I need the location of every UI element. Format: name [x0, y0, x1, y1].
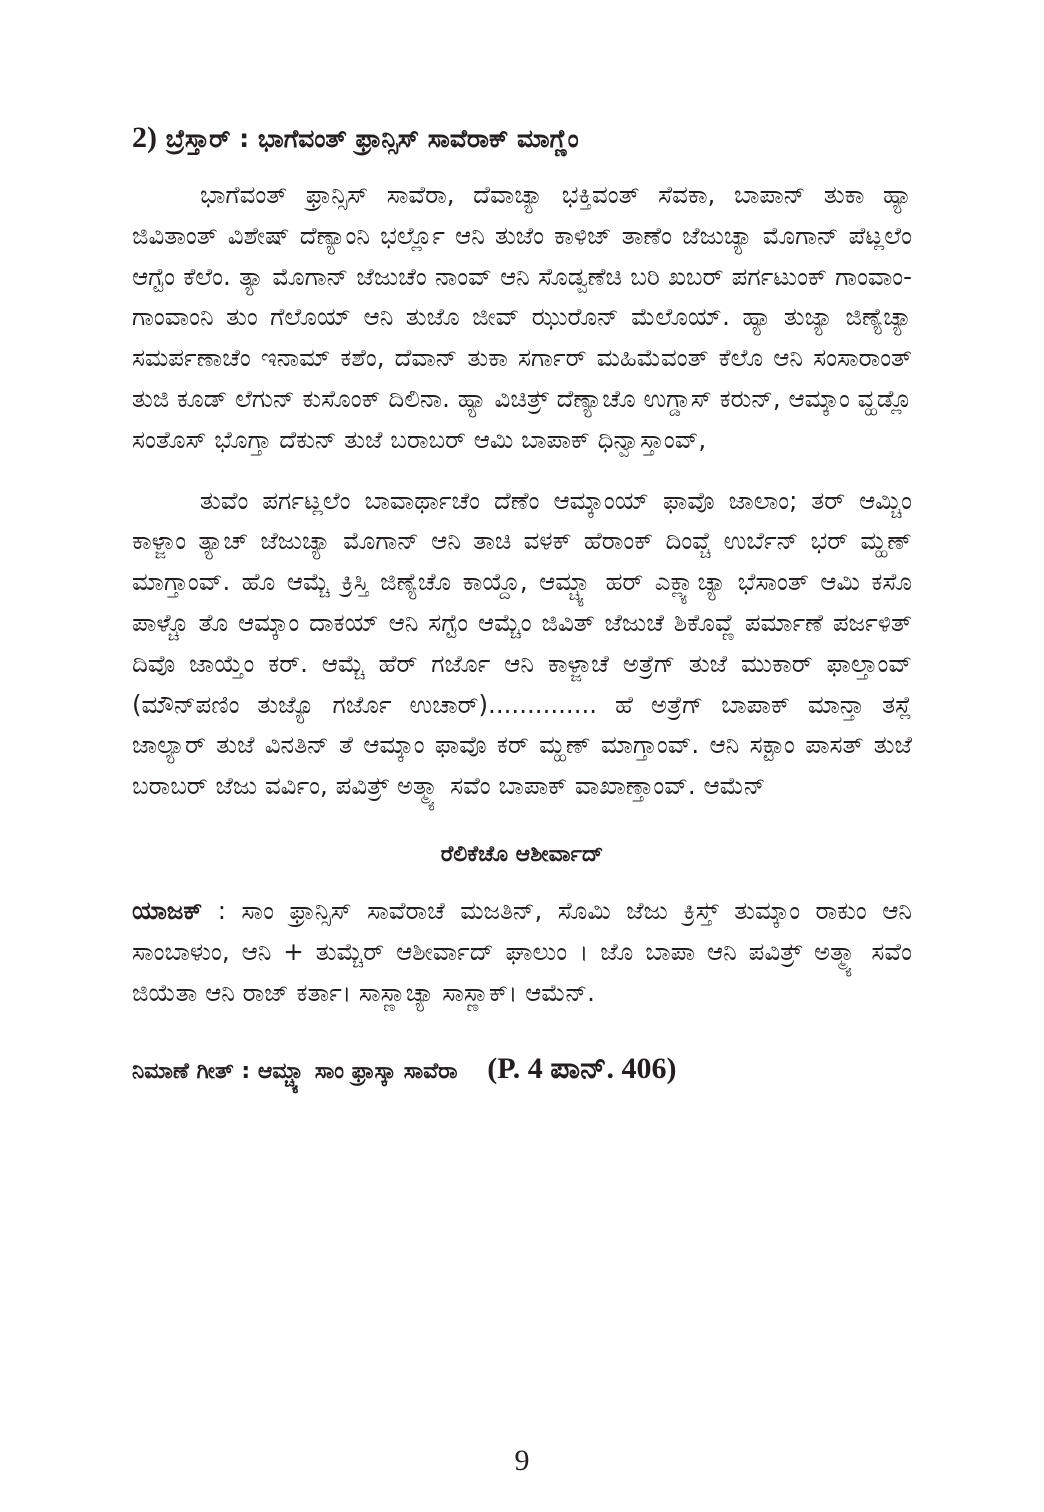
blessing-paragraph — [132, 891, 912, 1013]
section-title: ಬ್ರೆಸ್ತಾರ್ : ಭಾಗೆವಂತ್ ಫ್ರಾನ್ಸಿಸ್ ಸಾವೆರಾಕ್ ಮಾಗ್ಣೆಂ — [165, 124, 579, 153]
section-heading — [132, 118, 912, 159]
blessing-separator: : — [202, 895, 242, 925]
section-number: 2) — [132, 121, 157, 154]
blessing-heading: ರೆಲಿಕೆಚೊ ಆಶೀರ್ವಾದ್ — [440, 841, 604, 867]
prayer-paragraph-2: ತುವೆಂ ಪರ್ಗಟ್ಲಲೆಂ ಬಾವಾರ್ಥಾಚೆಂ ದೆಣೆಂ ಆಮ್ಕಾಂಯ್ ಫಾವೊ ಜಾಲಾಂ; ತರ್ ಆಮ್ಚಿಂ ಕಾಳ್ಜಾಂ ತ್ಯಾಚ್ ಜೆಜುಚ್ಯಾ ಮೊಗಾನ್ ಆನಿ ತಾಚಿ ವಳಕ್ ಹೆರಾಂಕ್ ದಿಂವ್ಚೆ ಉರ್ಬೆನ್ ಭರ್ ಮ್ಹಣ್ ಮಾಗ್ತಾಂವ್. ಹೊ ಆಮ್ಚೆ ಕ್ರಿಸ್ತಿ ಜಿಣ್ಯೆಚೊ ಕಾಯ್ದೊ, ಆಮ್ಚ್ಯಾ ಹರ್ ಎಕ್ಲ್ಯಾಚ್ಯಾ ಭೆಸಾಂತ್ ಆಮಿ ಕಸೊ ಪಾಳ್ಚೊ ತೊ ಆಮ್ಕಾಂ ದಾಕಯ್ ಆನಿ ಸಗ್ಟೆಂ ಆಮ್ಚೆಂ ಜಿವಿತ್ ಜೆಜುಚೆ ಶಿಕೊವ್ಣೆ ಪರ್ಮಾಣೆ ಪರ್ಜಳಿತ್ ದಿವೊ ಜಾಯ್ತೆಂ ಕರ್. ಆಮ್ಚೆ ಹೆರ್ ಗರ್ಜೊ ಆನಿ ಕಾಳ್ಜಾಚೆ ಅತ್ರೆಗ್ ತುಜೆ ಮುಕಾರ್ ಫಾಲ್ತಾಂವ್ (ಮೌನ್‌ಪಣಿಂ ತುಜ್ಯೊ ಗರ್ಜೊ ಉಚಾರ್).............. ಹೆ ಅತ್ರೆಗ್ ಬಾಪಾಕ್ ಮಾನ್ತಾ ತಸ್ಲೆ ಜಾಲ್ಯಾರ್ ತುಜೆ ವಿನತಿನ್ ತೆ ಆಮ್ಕಾಂ ಫಾವೊ ಕರ್ ಮ್ಹಣ್ ಮಾಗ್ತಾಂವ್. ಆನಿ ಸಕ್ಟಾಂ ಪಾಸತ್ ತುಜೆ ಬರಾಬರ್ ಜೆಜು ವರ್ವಿಂ, ಪವಿತ್ರ್ ಅತ್ಮ್ಯಾ ಸವೆಂ ಬಾಪಾಕ್ ವಾಖಾಣ್ತಾಂವ್. ಆಮೆನ್ — [132, 485, 912, 801]
page-content — [132, 118, 912, 1094]
blessing-text: ಸಾಂ ಫ್ರಾನ್ಸಿಸ್ ಸಾವೆರಾಚೆ ಮಜತಿನ್, ಸೊಮಿ ಜೆಜು ಕ್ರಿಸ್ತ್ ತುಮ್ಕಾಂ ರಾಕುಂ ಆನಿ ಸಾಂಬಾಳುಂ, ಆನಿ + ತುಮ್ಚೆರ್ ಆಶೀರ್ವಾದ್ ಘಾಲುಂ । ಜೊ ಬಾಪಾ ಆನಿ ಪವಿತ್ರ್ ಅತ್ಮ್ಯಾ ಸವೆಂ ಜಿಯೆತಾ ಆನಿ ರಾಜ್ ಕರ್ತಾ। ಸಾಸ್ಣಾಚ್ಯಾ ಸಾಸ್ಣಾಕ್। ಆಮೆನ್. — [132, 895, 912, 1007]
closing-hymn-reference: (P. 4 ಪಾನ್. 406) — [487, 1052, 677, 1086]
blessing-speaker: ಯಾಜಕ್ — [132, 895, 203, 925]
page-number: 9 — [514, 1444, 530, 1477]
prayer-paragraph-1: ಭಾಗೆವಂತ್ ಫ್ರಾನ್ಸಿಸ್ ಸಾವೆರಾ, ದೆವಾಚ್ಯಾ ಭಕ್ತಿವಂತ್ ಸೆವಕಾ, ಬಾಪಾನ್ ತುಕಾ ಹ್ಯಾ ಜಿವಿತಾಂತ್ ವಿಶೇಷ್ ದೆಣ್ಯಾಂನಿ ಭರ್ಲ್ಲೊ ಆನಿ ತುಜೆಂ ಕಾಳಿಜ್ ತಾಣೆಂ ಜೆಜುಚ್ಯಾ ಮೊಗಾನ್ ಪೆಟ್ಲಲೆಂ ಆಗ್ಟೆಂ ಕೆಲೆಂ. ತ್ಯಾ ಮೊಗಾನ್ ಜೆಜುಚೆಂ ನಾಂವ್ ಆನಿ ಸೊಡ್ವಣೆಚಿ ಬರಿ ಖಬರ್ ಪರ್ಗಟುಂಕ್ ಗಾಂವಾಂ-ಗಾಂವಾಂನಿ ತುಂ ಗೆಲೊಯ್ ಆನಿ ತುಜೊ ಜೀವ್ ಝುರೊನ್ ಮೆಲೊಯ್. ಹ್ಯಾ ತುಜ್ಯಾ ಜಿಣ್ಯೆಚ್ಯಾ ಸಮರ್ಪಣಾಚೆಂ ಇನಾಮ್ ಕಶೆಂ, ದೆವಾನ್ ತುಕಾ ಸರ್ಗಾರ್ ಮಹಿಮೆವಂತ್ ಕೆಲೊ ಆನಿ ಸಂಸಾರಾಂತ್ ತುಜಿ ಕೂಡ್ ಲೆಗುನ್ ಕುಸೊಂಕ್ ದಿಲಿನಾ. ಹ್ಯಾ ವಿಚಿತ್ರ್ ದೆಣ್ಯಾಚೊ ಉಗ್ಡಾಸ್ ಕರುನ್, ಆಮ್ಕಾಂ ವ್ಹಡ್ಲೊ ಸಂತೊಸ್ ಭೊಗ್ತಾ ದೆಕುನ್ ತುಜೆ ಬರಾಬರ್ ಆಮಿ ಬಾಪಾಕ್ ಧಿನ್ವಾಸ್ತಾಂವ್, — [132, 180, 912, 454]
closing-hymn-label: ನಿಮಾಣೆ ಗೀತ್ : ಆಮ್ಚ್ಯಾ ಸಾಂ ಫ್ರಾಸ್ಕಾ ಸಾವೆರಾ — [132, 1059, 458, 1085]
closing-hymn — [132, 1047, 912, 1094]
